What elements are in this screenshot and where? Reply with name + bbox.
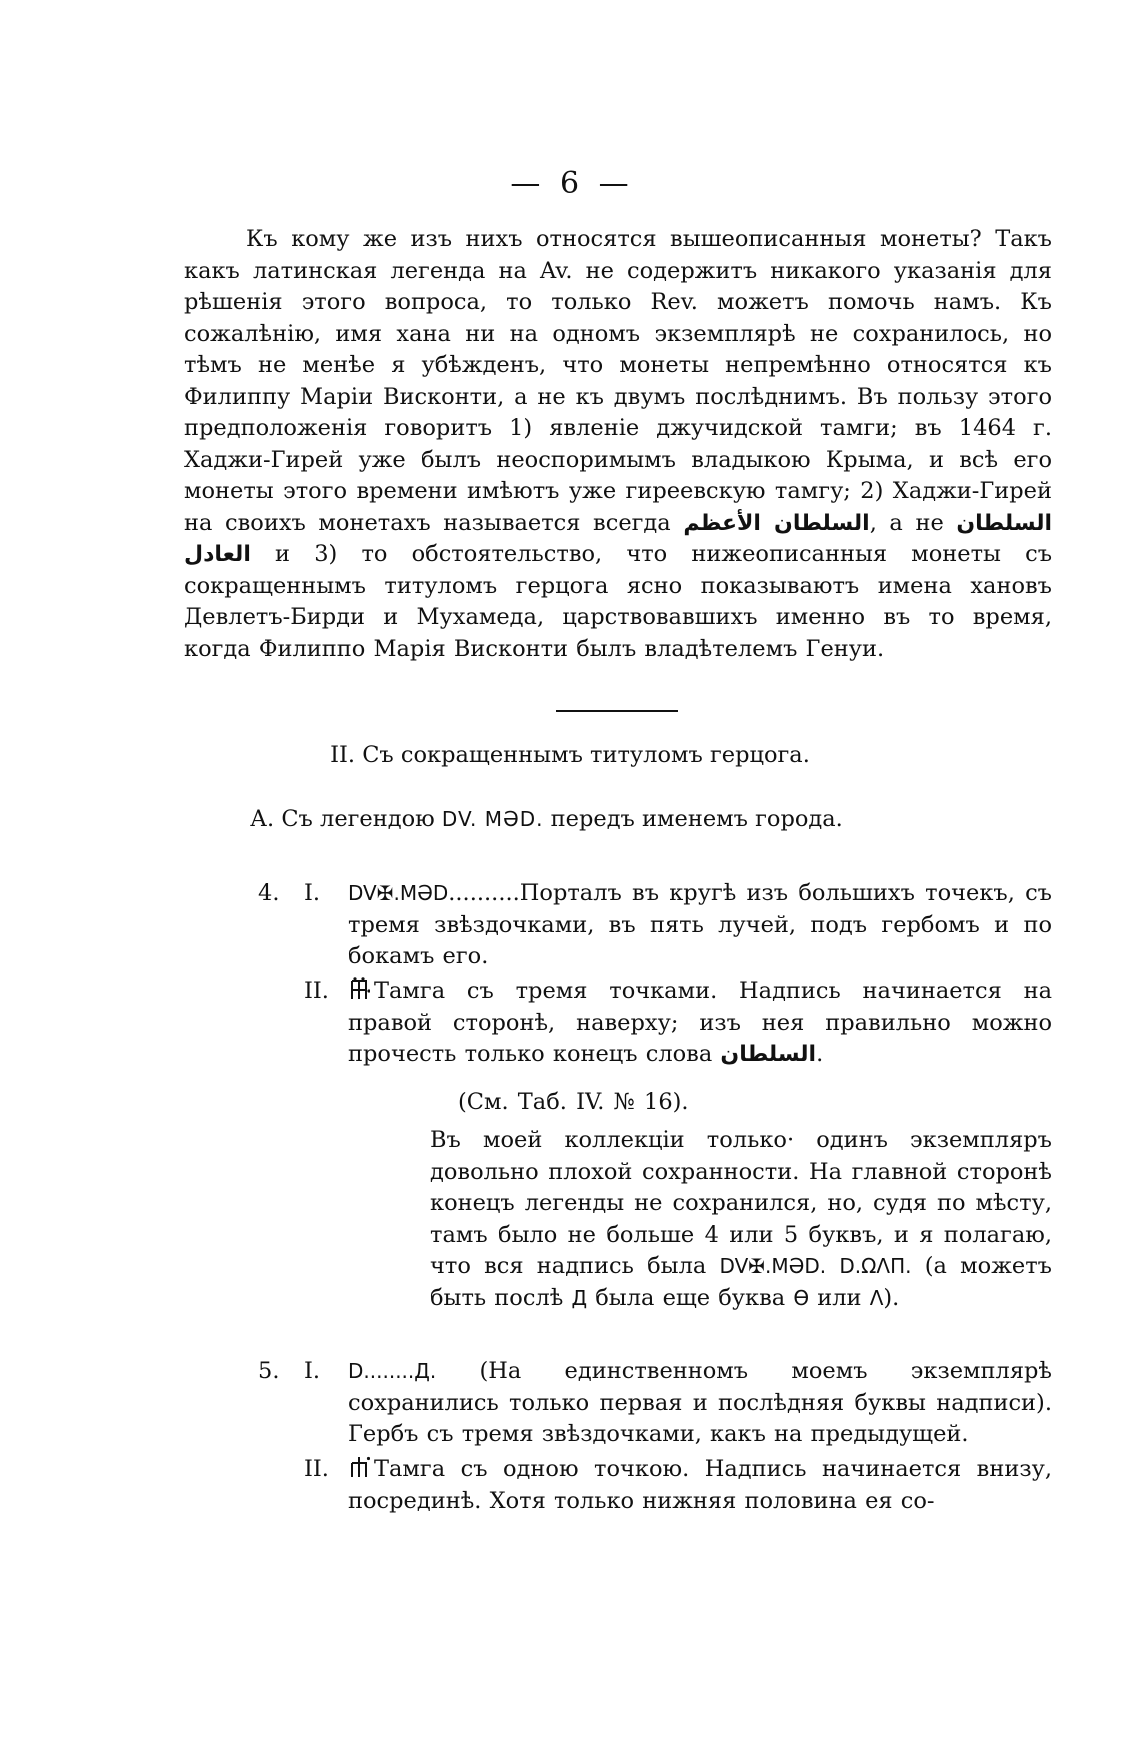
folio-number: 6	[559, 166, 581, 201]
obverse-description	[348, 878, 1052, 973]
note-letter-1: Д	[571, 1285, 588, 1310]
arabic-title-1: السلطان الأعظم	[683, 510, 870, 536]
obverse-description	[348, 1356, 1052, 1451]
collection-note	[430, 1125, 1052, 1314]
note-legend-2: D.ΩΛΠ.	[839, 1254, 912, 1278]
arabic-title-2: السلطان العادل	[184, 510, 1053, 567]
page-number	[0, 166, 1140, 201]
obverse-legend: D........Д.	[348, 1359, 437, 1383]
reverse-text: Тамга съ тремя точками. Надпись начинается на правой сторонѣ, наверху; изъ нея правильно можно прочесть только конецъ слова	[348, 978, 1052, 1067]
note-mid-2: была еще буква	[595, 1284, 786, 1311]
note-or: или	[817, 1284, 862, 1311]
obverse-label: I.	[304, 880, 321, 906]
note-letter-2: Ɵ	[793, 1285, 810, 1310]
paragraph-1-text: Къ кому же изъ нихъ относятся вышеописанныя монеты? Такъ какъ латинская легенда на Av. не содержитъ никакого указанія для рѣшенія этого вопроса, то только Rev. можетъ помочь намъ. Къ сожалѣнію, имя хана ни на одномъ экземплярѣ не сохранилось, но тѣмъ не менѣе я убѣжденъ, что монеты непремѣнно относятся къ Филиппу Маріи Висконти, а не къ двумъ послѣднимъ. Въ пользу этого предположенія говоритъ 1) явленіе джучидской тамги; въ 1464 г. Хаджи-Гирей уже былъ неоспоримымъ владыкою Крыма, и всѣ его монеты этого времени имѣютъ уже гиреевскую тамгу; 2) Хаджи-Гирей на своихъ монетахъ называется всегда	[184, 226, 1052, 536]
note-end: ).	[883, 1284, 900, 1311]
reverse-description	[348, 976, 1052, 1071]
plate-citation: (См. Таб. IV. № 16).	[458, 1089, 689, 1115]
entry-number: 5.	[258, 1358, 280, 1384]
section-divider	[556, 710, 678, 712]
note-letter-3: Λ	[869, 1285, 884, 1310]
section-title: II. Съ сокращеннымъ титуломъ герцога.	[330, 742, 810, 768]
obverse-text: (На единственномъ моемъ экземплярѣ сохранились только первая и послѣдняя буквы надписи). Гербъ съ тремя звѣздочками, какъ на предыдущей.	[348, 1358, 1052, 1447]
folio-dash-left: —	[510, 166, 542, 201]
subsection-suffix: передъ именемъ города.	[550, 806, 843, 832]
paragraph-1-end: и 3) то обстоятельство, что нижеописанныя монеты съ сокращеннымъ титуломъ герцога ясно показываютъ имена хановъ Девлетъ-Бирди и Мухамеда, царствовавшихъ именно въ то время, когда Филиппо Марія Висконти былъ владѣтелемъ Генуи.	[184, 541, 1053, 662]
paragraph-1-mid: , а не	[869, 509, 944, 536]
obverse-legend: DV✠.MƏD	[348, 881, 449, 905]
obverse-text: ..........Порталъ въ кругѣ изъ большихъ точекъ, съ тремя звѣздочками, въ пять лучей, подъ гербомъ и по бокамъ его.	[348, 880, 1052, 969]
reverse-label: II.	[304, 978, 329, 1004]
entry-5-obverse	[258, 1356, 1052, 1451]
subsection-legend: DV. MƏD.	[441, 807, 544, 831]
paragraph-1	[184, 224, 1052, 665]
folio-dash-right: —	[598, 166, 630, 201]
reverse-label: II.	[304, 1456, 329, 1482]
tamga-three-dots-icon	[348, 977, 370, 1001]
note-start: Въ моей коллекціи только· одинъ экземпляръ довольно плохой сохранности. На главной сторонѣ конецъ легенды не сохранился, но, судя по мѣсту, тамъ было не больше 4 или 5 буквъ, и я полагаю, что вся надпись была	[430, 1127, 1052, 1279]
tamga-one-dot-icon	[348, 1455, 370, 1479]
entry-number: 4.	[258, 880, 280, 906]
reverse-description	[348, 1454, 1052, 1517]
reverse-end: .	[816, 1041, 824, 1067]
entry-4-obverse	[258, 878, 1052, 973]
entry-4-reverse	[304, 976, 1052, 1071]
entry-5-reverse	[304, 1454, 1052, 1517]
note-legend-1: DV✠.MƏD.	[719, 1254, 827, 1278]
subsection-prefix: А. Съ легендою	[250, 806, 435, 832]
arabic-sultan-word: السلطان	[720, 1042, 817, 1067]
subsection-title	[250, 804, 1070, 834]
main-paragraph-block	[184, 224, 1052, 665]
reverse-text: Тамга съ одною точкою. Надпись начинается внизу, посрединѣ. Хотя только нижняя половина ея со-	[348, 1456, 1052, 1514]
obverse-label: I.	[304, 1358, 321, 1384]
note-mid: (а можетъ быть послѣ	[430, 1253, 1052, 1311]
